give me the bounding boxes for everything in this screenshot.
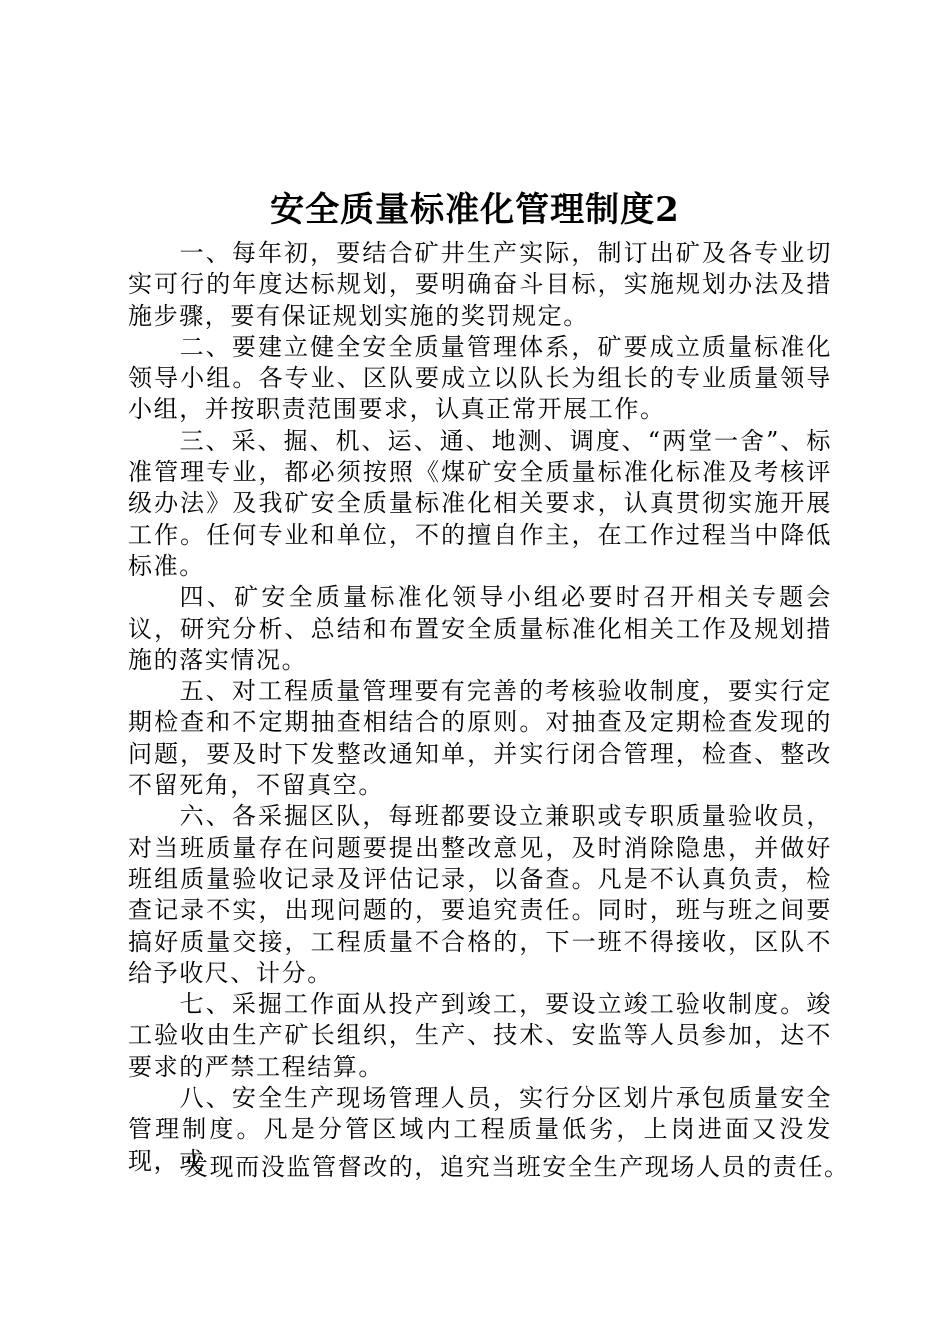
paragraph-8: 八、安全生产现场管理人员，实行分区划片承包质量安全管理制度。凡是分管区域内工程质量低劣，上岗进面又没发现，或 xyxy=(128,1084,832,1175)
paragraph-8-continuation: 发现而没监管督改的，追究当班安全生产现场人员的责任。 xyxy=(184,1153,850,1181)
paragraph-3: 三、采、掘、机、运、通、地测、调度、“两堂一舍”、标准管理专业，都必须按照《煤矿安全质量标准化标准及考核评级办法》及我矿安全质量标准化相关要求，认真贯彻实施开展工作。任何专业和单位，不的擅自作主，在工作过程当中降低标准。 xyxy=(128,426,832,580)
paragraph-2: 二、要建立健全安全质量管理体系，矿要成立质量标准化领导小组。各专业、区队要成立以队长为组长的专业质量领导小组，并按职责范围要求，认真正常开展工作。 xyxy=(128,332,832,424)
document-body xyxy=(128,238,832,1177)
paragraph-7: 七、采掘工作面从投产到竣工，要设立竣工验收制度。竣工验收由生产矿长组织，生产、技术、安监等人员参加，达不要求的严禁工程结算。 xyxy=(128,990,832,1081)
paragraph-5: 五、对工程质量管理要有完善的考核验收制度，要实行定期检查和不定期抽查相结合的原则。对抽查及定期检查发现的问题，要及时下发整改通知单，并实行闭合管理，检查、整改不留死角，不留真空。 xyxy=(128,677,832,800)
paragraph-6: 六、各采掘区队，每班都要设立兼职或专职质量验收员，对当班质量存在问题要提出整改意见，及时消除隐患，并做好班组质量验收记录及评估记录，以备查。凡是不认真负责，检查记录不实，出现问题的，要追究责任。同时，班与班之间要搞好质量交接，工程质量不合格的，下一班不得接收，区队不给予收尺、计分。 xyxy=(128,802,832,987)
paragraph-1: 一、每年初，要结合矿井生产实际，制订出矿及各专业切实可行的年度达标规划，要明确奋斗目标，实施规划办法及措施步骤，要有保证规划实施的奖罚规定。 xyxy=(128,239,832,330)
document-title: 安全质量标准化管理制度2 xyxy=(270,190,680,230)
paragraph-4: 四、矿安全质量标准化领导小组必要时召开相关专题会议，研究分析、总结和布置安全质量标准化相关工作及规划措施的落实情况。 xyxy=(128,583,832,674)
